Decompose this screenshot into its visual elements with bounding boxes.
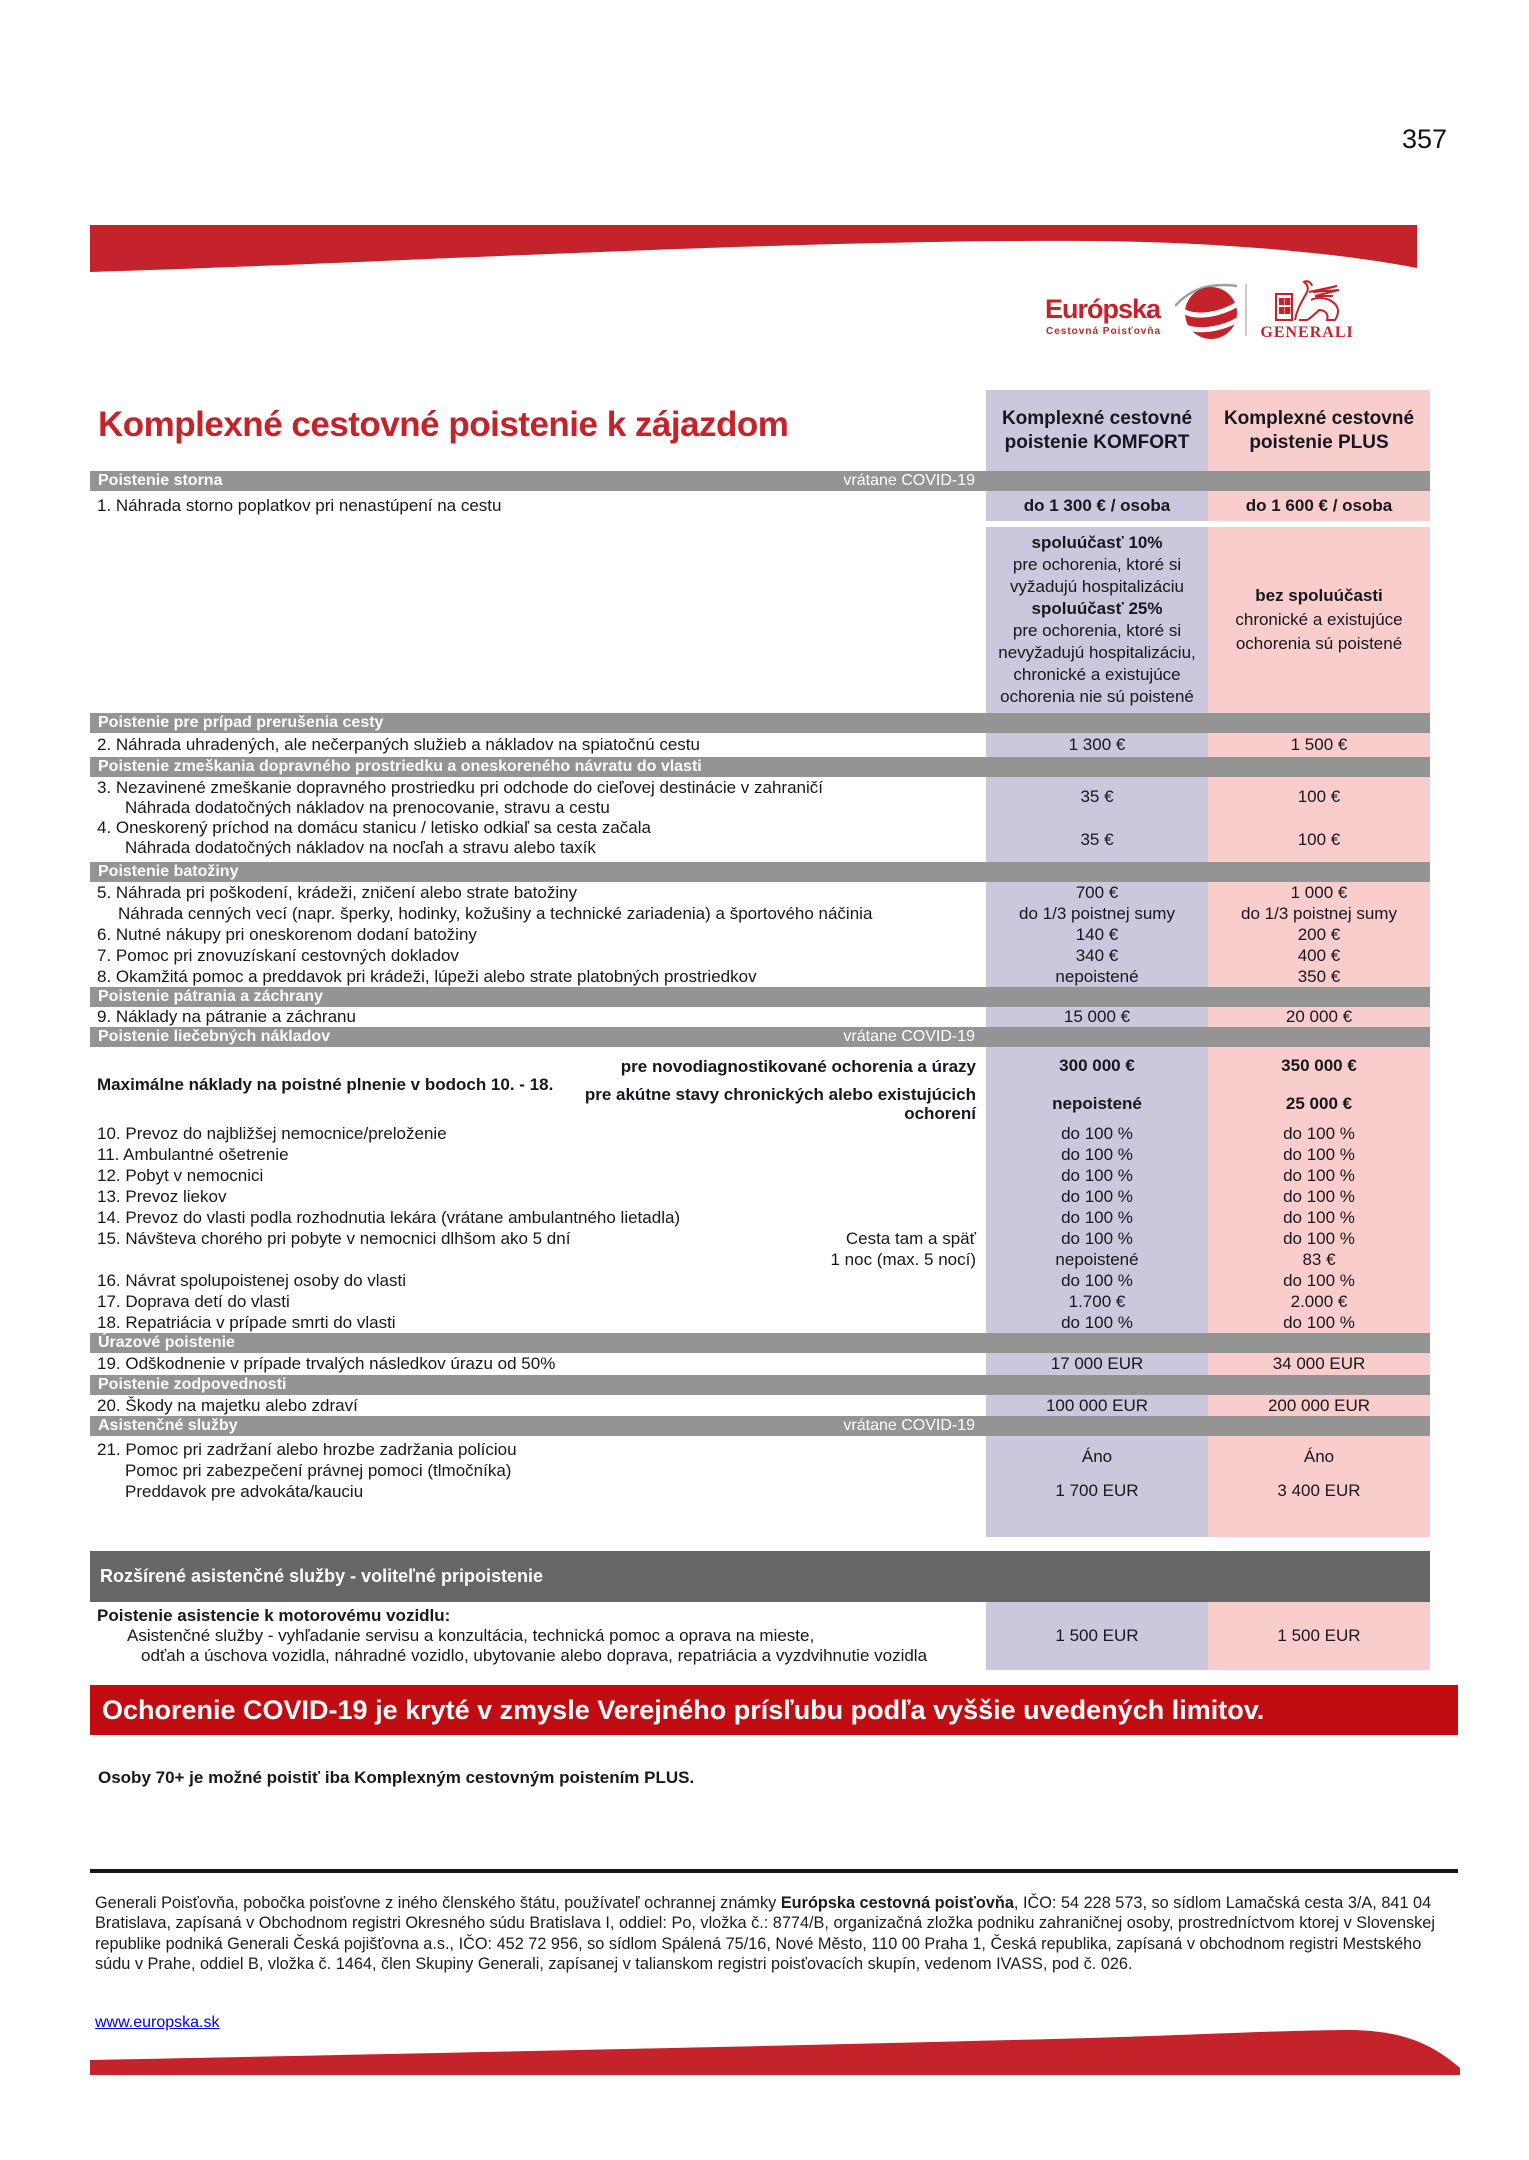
komfort-value: do 100 % bbox=[986, 1228, 1208, 1249]
plus-value: do 100 % bbox=[1208, 1186, 1430, 1207]
row-desc bbox=[90, 527, 986, 713]
section-bar-storno: Poistenie storna vrátane COVID-19 bbox=[90, 471, 1430, 491]
table-row-10 bbox=[90, 1123, 1430, 1144]
plus-value: 100 € bbox=[1208, 817, 1430, 862]
table-row-5 bbox=[90, 882, 1430, 903]
komfort-value: 35 € bbox=[986, 817, 1208, 862]
column-header-plus: Komplexné cestovné poistenie PLUS bbox=[1208, 390, 1430, 471]
table-row-14 bbox=[90, 1207, 1430, 1228]
table-row-21 bbox=[90, 1436, 1430, 1537]
generali-wordmark: GENERALI bbox=[1260, 324, 1354, 341]
row-desc: 2. Náhrada uhradených, ale nečerpaných služieb a nákladov na spiatočnú cestu bbox=[97, 735, 700, 754]
plus-deductible-cell: bez spoluúčasti chronické a existujúce ochorenia sú poistené bbox=[1208, 527, 1430, 713]
white-gap bbox=[90, 1537, 1430, 1551]
row-desc: 20. Škody na majetku alebo zdraví bbox=[97, 1396, 358, 1415]
plus-value: 83 € bbox=[1208, 1249, 1430, 1270]
section-bar-liecebne: Poistenie liečebných nákladov vrátane COVID-19 bbox=[90, 1027, 1430, 1047]
row-15-right-label: Cesta tam a späť bbox=[845, 1229, 976, 1248]
row-desc: 21. Pomoc pri zadržaní alebo hrozbe zadržania políciou Pomoc pri zabezpečení právnej pomoci (tlmočníka) Preddavok pre advokáta/kauciu bbox=[97, 1440, 517, 1501]
row-desc bbox=[90, 1047, 986, 1123]
section-bar-asistencne: Asistenčné služby vrátane COVID-19 bbox=[90, 1416, 1430, 1436]
plus-value: 1 500 € bbox=[1208, 733, 1430, 757]
plus-value: 100 € bbox=[1208, 777, 1430, 817]
covid-banner: Ochorenie COVID-19 je kryté v zmysle Verejného prísľubu podľa vyššie uvedených limitov. bbox=[90, 1685, 1458, 1735]
komfort-value: 700 € bbox=[986, 882, 1208, 903]
komfort-value: 1 500 EUR bbox=[986, 1602, 1208, 1670]
plus-value: 350 000 € 25 000 € bbox=[1208, 1047, 1430, 1123]
row-desc: 16. Návrat spolupoistenej osoby do vlasti bbox=[97, 1271, 407, 1290]
row-desc: 1. Náhrada storno poplatkov pri nenastúpení na cestu bbox=[97, 496, 502, 515]
bottom-red-banner bbox=[90, 2028, 1460, 2076]
plus-value: do 1 600 € / osoba bbox=[1208, 491, 1430, 521]
motor-assistance-row bbox=[90, 1602, 1430, 1670]
plus-value: do 100 % bbox=[1208, 1312, 1430, 1333]
table-row-11 bbox=[90, 1144, 1430, 1165]
komfort-value: do 100 % bbox=[986, 1186, 1208, 1207]
deductible-row bbox=[90, 527, 1430, 713]
komfort-value: do 1/3 poistnej sumy bbox=[986, 903, 1208, 924]
table-row-16 bbox=[90, 1270, 1430, 1291]
row-desc: 11. Ambulantné ošetrenie bbox=[97, 1145, 289, 1164]
komfort-value: do 100 % bbox=[986, 1144, 1208, 1165]
komfort-value: 300 000 € nepoistené bbox=[986, 1047, 1208, 1123]
brand-name-bold: Európska cestovná poisťovňa bbox=[780, 1894, 1014, 1912]
komfort-value: 1.700 € bbox=[986, 1291, 1208, 1312]
plus-value: do 100 % bbox=[1208, 1144, 1430, 1165]
plus-value: 1 500 EUR bbox=[1208, 1602, 1430, 1670]
table-row-6 bbox=[90, 924, 1430, 945]
column-header-komfort: Komplexné cestovné poistenie KOMFORT bbox=[986, 390, 1208, 471]
komfort-value: nepoistené bbox=[986, 966, 1208, 987]
note-70plus: Osoby 70+ je možné poistiť iba Komplexným cestovným poistením PLUS. bbox=[98, 1768, 695, 1787]
table-row-17 bbox=[90, 1291, 1430, 1312]
row-desc: 3. Nezavinené zmeškanie dopravného prostriedku pri odchode do cieľovej destinácie v zahraničí Náhrada dodatočných nákladov na prenocovanie, stravu a cestu bbox=[97, 778, 823, 817]
europska-logo bbox=[1025, 278, 1231, 344]
logo-divider bbox=[1245, 284, 1247, 336]
table-row-12 bbox=[90, 1165, 1430, 1186]
covid-tag: vrátane COVID-19 bbox=[843, 472, 975, 489]
row-desc bbox=[90, 1249, 986, 1270]
plus-value: 34 000 EUR bbox=[1208, 1353, 1430, 1375]
plus-value: do 100 % bbox=[1208, 1228, 1430, 1249]
europska-wordmark: Európska bbox=[1045, 294, 1161, 324]
row-desc: 8. Okamžitá pomoc a preddavok pri krádeži, lúpeži alebo strate platobných prostriedkov bbox=[97, 967, 757, 986]
plus-value: do 100 % bbox=[1208, 1165, 1430, 1186]
komfort-value: do 100 % bbox=[986, 1165, 1208, 1186]
komfort-value: do 100 % bbox=[986, 1312, 1208, 1333]
row-desc: 15. Návšteva chorého pri pobyte v nemocnici dlhšom ako 5 dní Cesta tam a späť bbox=[97, 1229, 976, 1248]
section-bar-rozsirene: Rozšírené asistenčné služby - voliteľné pripoistenie bbox=[90, 1551, 1430, 1602]
row-desc: 14. Prevoz do vlasti podla rozhodnutia lekára (vrátane ambulantného lietadla) bbox=[97, 1208, 681, 1227]
table-row-7 bbox=[90, 945, 1430, 966]
section-bar-zmeskanie: Poistenie zmeškania dopravného prostriedku a oneskoreného návratu do vlasti bbox=[90, 757, 1430, 777]
plus-value: do 100 % bbox=[1208, 1270, 1430, 1291]
plus-value: 400 € bbox=[1208, 945, 1430, 966]
komfort-value: do 100 % bbox=[986, 1123, 1208, 1144]
section-bar-patranie: Poistenie pátrania a záchrany bbox=[90, 987, 1430, 1007]
table-row-18 bbox=[90, 1312, 1430, 1333]
komfort-value: Áno 1 700 EUR bbox=[986, 1436, 1208, 1537]
section-bar-batozina: Poistenie batožiny bbox=[90, 862, 1430, 882]
komfort-value: 1 300 € bbox=[986, 733, 1208, 757]
generali-logo bbox=[1259, 278, 1355, 344]
komfort-value: 35 € bbox=[986, 777, 1208, 817]
row-desc: 5. Náhrada pri poškodení, krádeži, zničení alebo strate batožiny bbox=[97, 883, 578, 902]
table-row-5b bbox=[90, 903, 1430, 924]
table-row-19 bbox=[90, 1353, 1430, 1375]
max-benefit-label: Maximálne náklady na poistné plnenie v bodoch 10. - 18. bbox=[97, 1075, 554, 1094]
plus-value: 1 000 € bbox=[1208, 882, 1430, 903]
generali-lion-icon bbox=[1273, 278, 1345, 324]
table-row-1 bbox=[90, 491, 1430, 521]
plus-value: do 100 % bbox=[1208, 1207, 1430, 1228]
table-row-13 bbox=[90, 1186, 1430, 1207]
table-row-20 bbox=[90, 1395, 1430, 1416]
max-benefit-sublabels: pre novodiagnostikované ochorenia a úrazy pre akútne stavy chronických alebo existujúcich ochorení bbox=[584, 1056, 976, 1123]
row-desc: 13. Prevoz liekov bbox=[97, 1187, 227, 1206]
komfort-value: do 1 300 € / osoba bbox=[986, 491, 1208, 521]
row-desc: 6. Nutné nákupy pri oneskorenom dodaní batožiny bbox=[97, 925, 477, 944]
plus-value: 200 € bbox=[1208, 924, 1430, 945]
page-number: 357 bbox=[1402, 124, 1448, 154]
table-row-9 bbox=[90, 1007, 1430, 1027]
europska-tagline: Cestovná Poisťovňa bbox=[1046, 326, 1162, 337]
row-15-right-label: 1 noc (max. 5 nocí) bbox=[830, 1250, 976, 1269]
komfort-value: 340 € bbox=[986, 945, 1208, 966]
table-row-4 bbox=[90, 817, 1430, 862]
covid-tag: vrátane COVID-19 bbox=[843, 1028, 975, 1045]
row-desc: 19. Odškodnenie v prípade trvalých následkov úrazu od 50% bbox=[97, 1354, 556, 1373]
row-desc: 17. Doprava detí do vlasti bbox=[97, 1292, 290, 1311]
covid-tag: vrátane COVID-19 bbox=[843, 1417, 975, 1434]
section-bar-prerusenie: Poistenie pre prípad prerušenia cesty bbox=[90, 713, 1430, 733]
brand-logos bbox=[1025, 278, 1355, 348]
top-red-banner bbox=[90, 225, 1417, 273]
page-title: Komplexné cestovné poistenie k zájazdom bbox=[98, 405, 789, 444]
plus-value: do 1/3 poistnej sumy bbox=[1208, 903, 1430, 924]
header-spacer bbox=[90, 390, 986, 471]
komfort-value: 140 € bbox=[986, 924, 1208, 945]
plus-value: 200 000 EUR bbox=[1208, 1395, 1430, 1416]
komfort-value: do 100 % bbox=[986, 1270, 1208, 1291]
komfort-value: 17 000 EUR bbox=[986, 1353, 1208, 1375]
website-link[interactable]: www.europska.sk bbox=[95, 2014, 220, 2031]
plus-value: Áno 3 400 EUR bbox=[1208, 1436, 1430, 1537]
comparison-table bbox=[90, 390, 1430, 1670]
row-desc: 12. Pobyt v nemocnici bbox=[97, 1166, 264, 1185]
row-desc: Poistenie asistencie k motorovému vozidlu: Asistenčné služby - vyhľadanie servisu a konzultácia, technická pomoc a oprava na mieste, odťah a úschova vozidla, náhradné vozidlo, ubytovanie alebo doprava, repatriácia a vyzdvihnutie vozidla bbox=[97, 1606, 928, 1665]
table-row-8 bbox=[90, 966, 1430, 987]
max-benefit-row bbox=[90, 1047, 1430, 1123]
plus-value: do 100 % bbox=[1208, 1123, 1430, 1144]
legal-footer: Generali Poisťovňa, pobočka poisťovne z iného členského štátu, používateľ ochrannej známky Európska cestovná poisťovňa, IČO: 54 228 573, so sídlom Lamačská cesta 3/A, 841 04 Bratislava, zapísaná v Obchodnom registri Okresného súdu Bratislava I, oddiel: Po, vložka č.: 8774/B, organizačná zložka podniku zahraničnej osoby, prostredníctvom ktorej v Slovenskej republike podniká Generali Česká pojišťovna a.s., IČO: 452 72 956, so sídlom Spálená 75/16, Nové Město, 110 00 Praha 1, Česká republika, zapísaná v obchodnom registri Mestského súdu v Prahe, oddiel B, vložka č. 1464, člen Skupiny Generali, zapísanej v talianskom registri poisťovacích skupín, vedenom IVASS, pod č. 026. bbox=[95, 1894, 1435, 1973]
table-row-2 bbox=[90, 733, 1430, 757]
section-bar-zodpovednost: Poistenie zodpovednosti bbox=[90, 1375, 1430, 1395]
row-desc: Náhrada cenných vecí (napr. šperky, hodinky, kožušiny a technické zariadenia) a športového náčinia bbox=[118, 904, 873, 923]
row-desc: 4. Oneskorený príchod na domácu stanicu / letisko odkiaľ sa cesta začala Náhrada dodatočných nákladov na nocľah a stravu alebo taxík bbox=[97, 818, 651, 857]
plus-value: 350 € bbox=[1208, 966, 1430, 987]
komfort-value: 15 000 € bbox=[986, 1007, 1208, 1027]
table-row-15b bbox=[90, 1249, 1430, 1270]
row-desc: 9. Náklady na pátranie a záchranu bbox=[97, 1007, 356, 1026]
row-desc: 7. Pomoc pri znovuzískaní cestovných dokladov bbox=[97, 946, 459, 965]
section-bar-urazove: Úrazové poistenie bbox=[90, 1333, 1430, 1353]
plus-value: 2.000 € bbox=[1208, 1291, 1430, 1312]
komfort-deductible-cell: spoluúčasť 10% pre ochorenia, ktoré si vyžadujú hospitalizáciu spoluúčasť 25% pre ochorenia, ktoré si nevyžadujú hospitalizáciu, chronické a existujúce ochorenia nie sú poistené bbox=[986, 527, 1208, 713]
row-desc: 10. Prevoz do najbližšej nemocnice/preloženie bbox=[97, 1124, 447, 1143]
row-desc: 18. Repatriácia v prípade smrti do vlasti bbox=[97, 1313, 396, 1332]
plus-value: 20 000 € bbox=[1208, 1007, 1430, 1027]
table-row-15a bbox=[90, 1228, 1430, 1249]
komfort-value: do 100 % bbox=[986, 1207, 1208, 1228]
komfort-value: nepoistené bbox=[986, 1249, 1208, 1270]
komfort-value: 100 000 EUR bbox=[986, 1395, 1208, 1416]
footer-divider bbox=[90, 1869, 1458, 1873]
table-row-3 bbox=[90, 777, 1430, 817]
europska-globe-icon bbox=[1175, 280, 1239, 342]
column-header-row bbox=[90, 390, 1430, 471]
